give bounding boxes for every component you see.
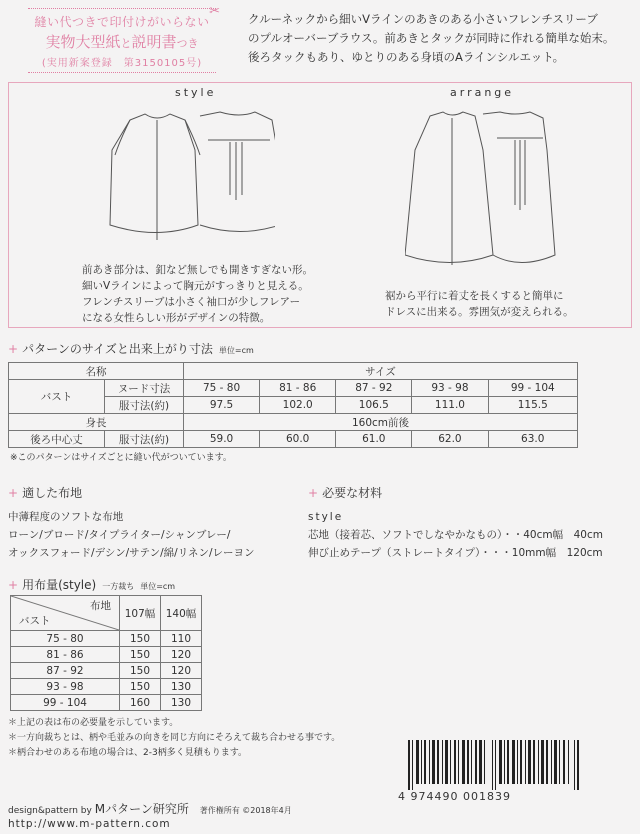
arrange-label: arrange: [450, 86, 515, 99]
header-size: サイズ: [184, 363, 578, 380]
fabric-list: 中薄程度のソフトな布地 ローン/ブロード/タイプライター/シャンブレー/ オックスフォード/デシン/サテン/綿/リネン/レーヨン: [8, 511, 255, 559]
arrange-dress-drawing: [405, 110, 560, 270]
arrange-caption: 裾から平行に着丈を長くすると簡単に ドレスに出来る。雰囲気が変えられる。: [385, 290, 574, 318]
style-label: style: [175, 86, 217, 99]
size-note: ※このパターンはサイズごとに縫い代がついています。: [10, 453, 232, 463]
size-table: 名称 サイズ バスト ヌード寸法 75 - 80 81 - 86 87 - 92 93 - 98 99 - 104 服寸法(約) 97.5 102.0 106.5 111.0 115.5 身長 160cm前後 後ろ中心丈 服寸法(約) 59.0 60.0 61.0 62.0 63.0: [8, 362, 578, 448]
yardage-table: 布地 バスト 107幅 140幅 75 - 80 150 110 81 - 86 150 120 87 - 92 150 120 93 - 98 150 130 99 - 104 160 130: [10, 595, 202, 711]
yardage-section-title: + 用布量(style) 一方裁ち 単位=cm: [8, 578, 176, 592]
bust-label: バスト: [9, 380, 105, 414]
dotted-divider: [28, 8, 216, 9]
credits: design&pattern by Mパターン研究所 著作権所有 ©2018年4月: [8, 802, 292, 816]
size-section-title: + パターンのサイズと出来上がり寸法 単位=cm: [8, 342, 254, 356]
barcode: [408, 740, 580, 790]
style-caption: 前あき部分は、釦など無しでも開きすぎない形。 細いVラインによって胸元がすっきりと見える。 フレンチスリーブは小さく袖口が少しフレアー になる女性らしい形がデザインの特徴。: [82, 264, 313, 324]
dotted-divider: [28, 72, 216, 73]
fabric-section-title: + 適した布地: [8, 486, 83, 500]
pattern-header-badge: [28, 4, 220, 73]
materials-section-title: + 必要な材料: [308, 486, 383, 500]
yardage-notes: ＊上記の表は布の必要量を示しています。 ＊一方向裁ちとは、柄や毛並みの向きを同じ方向にそろえて裁ち合わせる事です。 ＊柄合わせのある布地の場合は、2-3柄多く見積もります。: [8, 718, 341, 758]
materials-list: style 芯地（接着芯、ソフトでしなやかなもの）・・40cm幅 40cm 伸び止めテープ（ストレートタイプ）・・・10mm幅 120cm: [308, 511, 603, 559]
product-description: クルーネックから細いVラインのあきのある小さいフレンチスリーブ のプルオーバーブラウス。前あきとタックが同時に作れる簡単な始末。 後ろタックもあり、ゆとりのある身頃のAラインシルエット。: [248, 12, 615, 64]
plus-icon: +: [8, 342, 19, 356]
scissors-icon: ✂: [209, 4, 220, 19]
header-patent: (実用新案登録 第3150105号): [41, 58, 203, 69]
diagonal-corner-cell: 布地 バスト: [11, 596, 120, 631]
header-name: 名称: [9, 363, 184, 380]
brand-name: Mパターン研究所: [94, 802, 189, 816]
website-link[interactable]: http://www.m-pattern.com: [8, 818, 171, 830]
header-line1: 縫い代つきで印付けがいらない: [34, 15, 210, 29]
barcode-number: 4 974490 001839: [398, 790, 511, 803]
style-blouse-drawing: [100, 110, 275, 245]
header-line2: 実物大型紙と説明書つき: [45, 33, 199, 51]
